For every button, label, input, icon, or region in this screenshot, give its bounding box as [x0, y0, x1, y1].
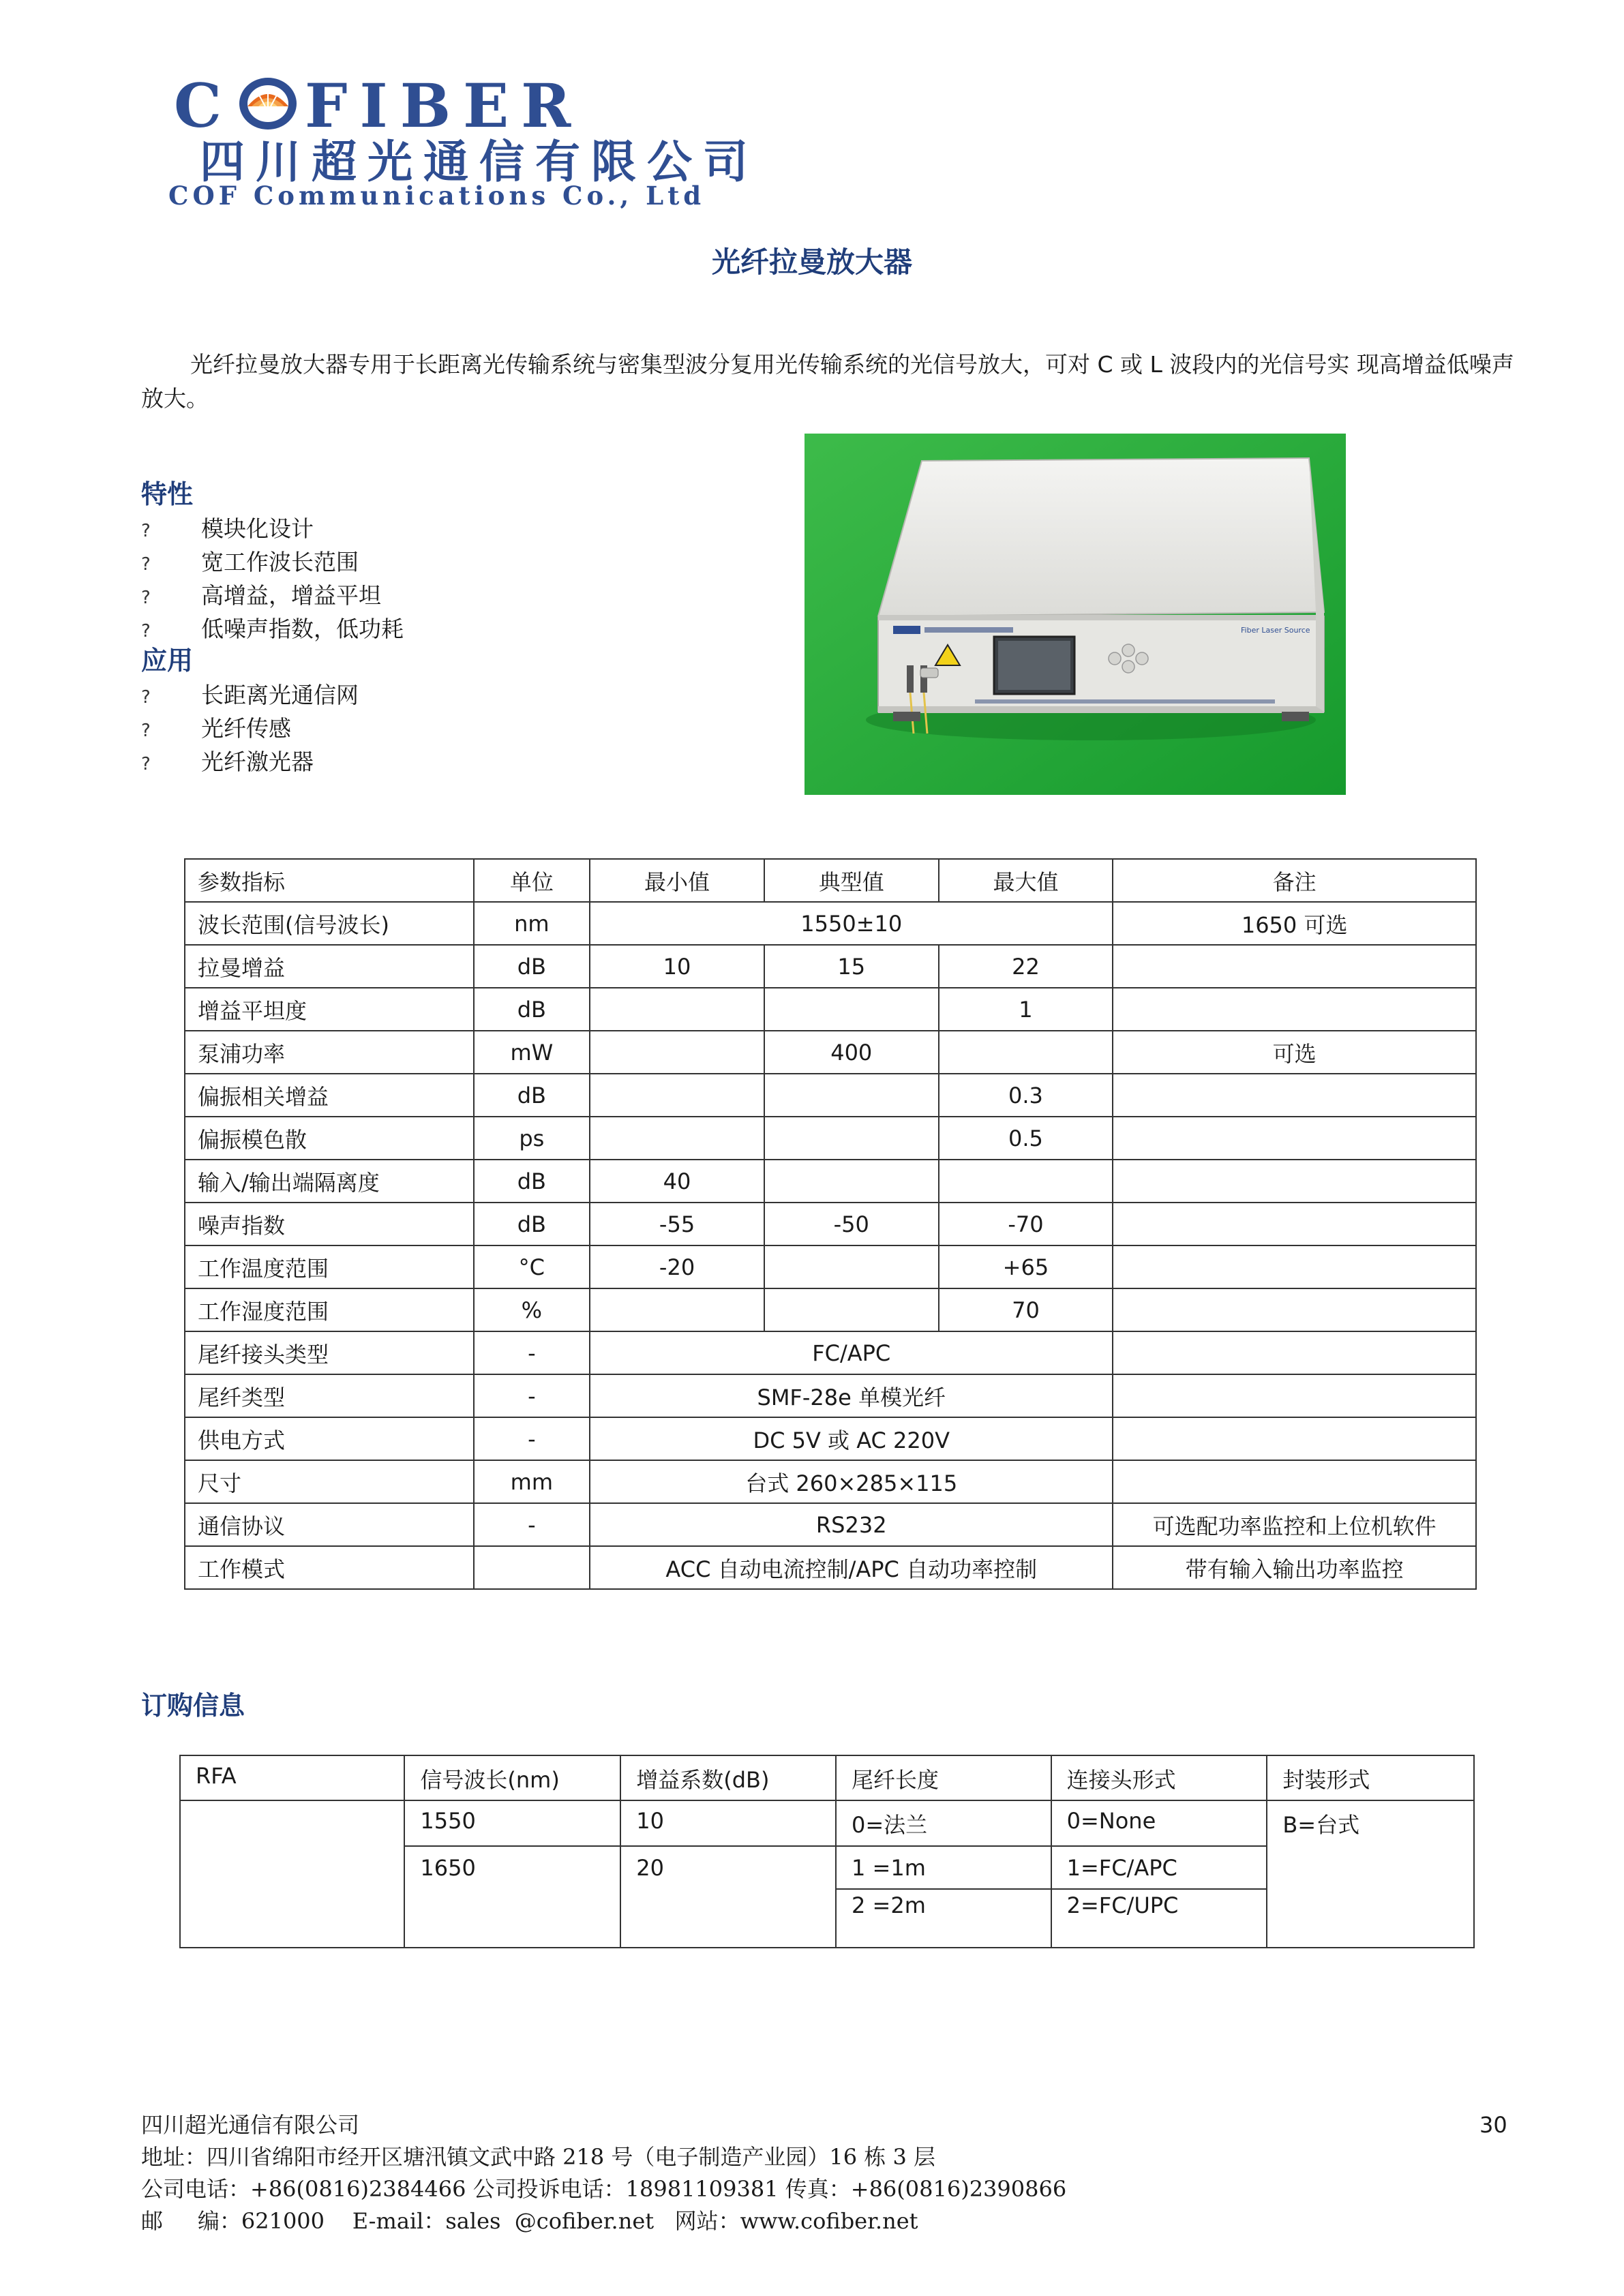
note-cell [1113, 1417, 1476, 1460]
bullet-marker: ? [141, 521, 151, 541]
footer-address: 地址：四川省绵阳市经开区塘汛镇文武中路 218 号（电子制造产业园）16 栋 3 层 [141, 2144, 936, 2170]
fiber-length-option: 0=法兰 [836, 1800, 1051, 1846]
applications-list [141, 680, 359, 780]
wavelength-option: 1650 [404, 1846, 620, 1948]
features-heading: 特性 [141, 479, 194, 509]
header-cell: RFA [180, 1755, 404, 1800]
max-cell: 22 [939, 945, 1113, 988]
table-row [185, 1331, 1476, 1374]
header-cell: 封装形式 [1267, 1755, 1474, 1800]
typ-cell [764, 1117, 939, 1160]
max-cell: 1 [939, 988, 1113, 1031]
min-cell: 10 [590, 945, 764, 988]
company-logo [168, 70, 876, 211]
note-cell: 带有输入输出功率监控 [1113, 1546, 1476, 1589]
feature-item: ? 低噪声指数，低功耗 [141, 614, 404, 647]
min-cell [590, 1288, 764, 1331]
logo-company-en: COF Communications Co., Ltd [168, 181, 706, 211]
unit-cell: - [474, 1331, 590, 1374]
note-cell: 可选配功率监控和上位机软件 [1113, 1503, 1476, 1546]
note-cell [1113, 1331, 1476, 1374]
note-cell [1113, 1160, 1476, 1203]
unit-cell: mW [474, 1031, 590, 1074]
table-row [185, 902, 1476, 945]
table-row [185, 1117, 1476, 1160]
param-name: 工作湿度范围 [185, 1288, 474, 1331]
note-cell [1113, 988, 1476, 1031]
page-title: 光纤拉曼放大器 [711, 245, 912, 279]
min-cell [590, 988, 764, 1031]
max-cell [939, 1031, 1113, 1074]
note-cell [1113, 945, 1476, 988]
table-row [185, 1503, 1476, 1546]
typ-cell: -50 [764, 1203, 939, 1245]
param-name: 偏振相关增益 [185, 1074, 474, 1117]
unit-cell [474, 1546, 590, 1589]
fiber-length-option: 1 =1m [836, 1846, 1051, 1889]
param-name: 波长范围(信号波长) [185, 902, 474, 945]
header-cell: 参数指标 [185, 859, 474, 902]
unit-cell: dB [474, 1203, 590, 1245]
param-name: 输入/输出端隔离度 [185, 1160, 474, 1203]
feature-item: ? 宽工作波长范围 [141, 547, 404, 580]
application-item: ? 长距离光通信网 [141, 680, 359, 713]
note-cell [1113, 1374, 1476, 1417]
note-cell [1113, 1074, 1476, 1117]
note-cell [1113, 1203, 1476, 1245]
note-cell: 可选 [1113, 1031, 1476, 1074]
param-name: 噪声指数 [185, 1203, 474, 1245]
header-cell: 典型值 [764, 859, 939, 902]
param-name: 尾纤接头类型 [185, 1331, 474, 1374]
page-number: 30 [1479, 2112, 1507, 2138]
max-cell: 70 [939, 1288, 1113, 1331]
feature-item: ? 高增益，增益平坦 [141, 580, 404, 614]
bullet-marker: ? [141, 588, 151, 608]
gain-option: 10 [620, 1800, 836, 1846]
value-span-cell: FC/APC [590, 1331, 1113, 1374]
table-header-row [185, 859, 1476, 902]
note-cell [1113, 1460, 1476, 1503]
note-cell [1113, 1117, 1476, 1160]
footer-company: 四川超光通信有限公司 [141, 2112, 360, 2138]
panel-label: Fiber Laser Source [1241, 626, 1310, 635]
typ-cell: 400 [764, 1031, 939, 1074]
note-cell [1113, 1288, 1476, 1331]
footer-postal: 邮 编：621000 E-mail：sales @cofiber.net 网站：www.cofiber.net [141, 2208, 918, 2234]
bullet-marker: ? [141, 687, 151, 708]
unit-cell: dB [474, 1160, 590, 1203]
param-name: 拉曼增益 [185, 945, 474, 988]
param-name: 偏振模色散 [185, 1117, 474, 1160]
logo-company-cn: 四川超光通信有限公司 [200, 135, 759, 188]
wavelength-option: 1550 [404, 1800, 620, 1846]
table-row [185, 1160, 1476, 1203]
header-cell: 备注 [1113, 859, 1476, 902]
min-cell: -55 [590, 1203, 764, 1245]
param-name: 通信协议 [185, 1503, 474, 1546]
min-cell [590, 1031, 764, 1074]
package-option: B=台式 [1267, 1800, 1474, 1948]
param-name: 尺寸 [185, 1460, 474, 1503]
application-item: ? 光纤传感 [141, 713, 359, 746]
value-span-cell: SMF-28e 单模光纤 [590, 1374, 1113, 1417]
value-span-cell: ACC 自动电流控制/APC 自动功率控制 [590, 1546, 1113, 1589]
header-cell: 最大值 [939, 859, 1113, 902]
connector-option: 0=None [1051, 1800, 1267, 1846]
table-row [185, 1031, 1476, 1074]
max-cell: 0.5 [939, 1117, 1113, 1160]
value-span-cell: 台式 260×285×115 [590, 1460, 1113, 1503]
value-span-cell: 1550±10 [590, 902, 1113, 945]
typ-cell: 15 [764, 945, 939, 988]
max-cell [939, 1160, 1113, 1203]
order-table [179, 1755, 1475, 1948]
table-row [185, 945, 1476, 988]
typ-cell [764, 988, 939, 1031]
value-span-cell: DC 5V 或 AC 220V [590, 1417, 1113, 1460]
unit-cell: - [474, 1374, 590, 1417]
param-name: 泵浦功率 [185, 1031, 474, 1074]
unit-cell: - [474, 1417, 590, 1460]
max-cell: -70 [939, 1203, 1113, 1245]
typ-cell [764, 1288, 939, 1331]
unit-cell: mm [474, 1460, 590, 1503]
min-cell [590, 1074, 764, 1117]
header-cell: 单位 [474, 859, 590, 902]
header-cell: 连接头形式 [1051, 1755, 1267, 1800]
product-photo [805, 434, 1346, 795]
table-row [185, 1288, 1476, 1331]
application-item: ? 光纤激光器 [141, 746, 359, 780]
table-row [185, 1460, 1476, 1503]
bullet-marker: ? [141, 554, 151, 575]
table-row [185, 1245, 1476, 1288]
param-name: 工作模式 [185, 1546, 474, 1589]
order-header-row [180, 1755, 1474, 1800]
table-row [185, 1546, 1476, 1589]
spec-table [184, 858, 1477, 1590]
connector-option: 2=FC/UPC [1051, 1889, 1267, 1948]
typ-cell [764, 1074, 939, 1117]
order-heading: 订购信息 [141, 1691, 245, 1721]
order-code-cell [180, 1800, 404, 1948]
unit-cell: ps [474, 1117, 590, 1160]
features-list [141, 513, 404, 647]
logo-brand: C FIBER [174, 70, 584, 141]
header-cell: 最小值 [590, 859, 764, 902]
footer-phones: 公司电话：+86(0816)2384466 公司投诉电话：18981109381 传真：+86(0816)2390866 [141, 2176, 1067, 2202]
table-row [185, 1203, 1476, 1245]
table-row [185, 1417, 1476, 1460]
bullet-marker: ? [141, 721, 151, 741]
fiber-length-option: 2 =2m [836, 1889, 1051, 1948]
param-name: 尾纤类型 [185, 1374, 474, 1417]
table-row [185, 988, 1476, 1031]
applications-heading: 应用 [141, 646, 194, 676]
param-name: 工作温度范围 [185, 1245, 474, 1288]
min-cell: -20 [590, 1245, 764, 1288]
unit-cell: - [474, 1503, 590, 1546]
order-row [180, 1800, 1474, 1846]
feature-item: ? 模块化设计 [141, 513, 404, 547]
bullet-marker: ? [141, 621, 151, 641]
unit-cell: % [474, 1288, 590, 1331]
min-cell [590, 1117, 764, 1160]
connector-option: 1=FC/APC [1051, 1846, 1267, 1889]
table-row [185, 1074, 1476, 1117]
gain-option: 20 [620, 1846, 836, 1948]
param-name: 增益平坦度 [185, 988, 474, 1031]
bullet-marker: ? [141, 754, 151, 774]
value-span-cell: RS232 [590, 1503, 1113, 1546]
header-cell: 尾纤长度 [836, 1755, 1051, 1800]
note-cell: 1650 可选 [1113, 902, 1476, 945]
logo-globe-icon [238, 76, 298, 130]
note-cell [1113, 1245, 1476, 1288]
unit-cell: °C [474, 1245, 590, 1288]
typ-cell [764, 1245, 939, 1288]
min-cell: 40 [590, 1160, 764, 1203]
param-name: 供电方式 [185, 1417, 474, 1460]
header-cell: 信号波长(nm) [404, 1755, 620, 1800]
unit-cell: nm [474, 902, 590, 945]
header-cell: 增益系数(dB) [620, 1755, 836, 1800]
unit-cell: dB [474, 945, 590, 988]
max-cell: 0.3 [939, 1074, 1113, 1117]
typ-cell [764, 1160, 939, 1203]
max-cell: +65 [939, 1245, 1113, 1288]
unit-cell: dB [474, 1074, 590, 1117]
table-row [185, 1374, 1476, 1417]
unit-cell: dB [474, 988, 590, 1031]
intro-paragraph: 光纤拉曼放大器专用于长距离光传输系统与密集型波分复用光传输系统的光信号放大，可对 C 或 L 波段内的光信号实 现高增益低噪声放大。 [141, 351, 1514, 412]
